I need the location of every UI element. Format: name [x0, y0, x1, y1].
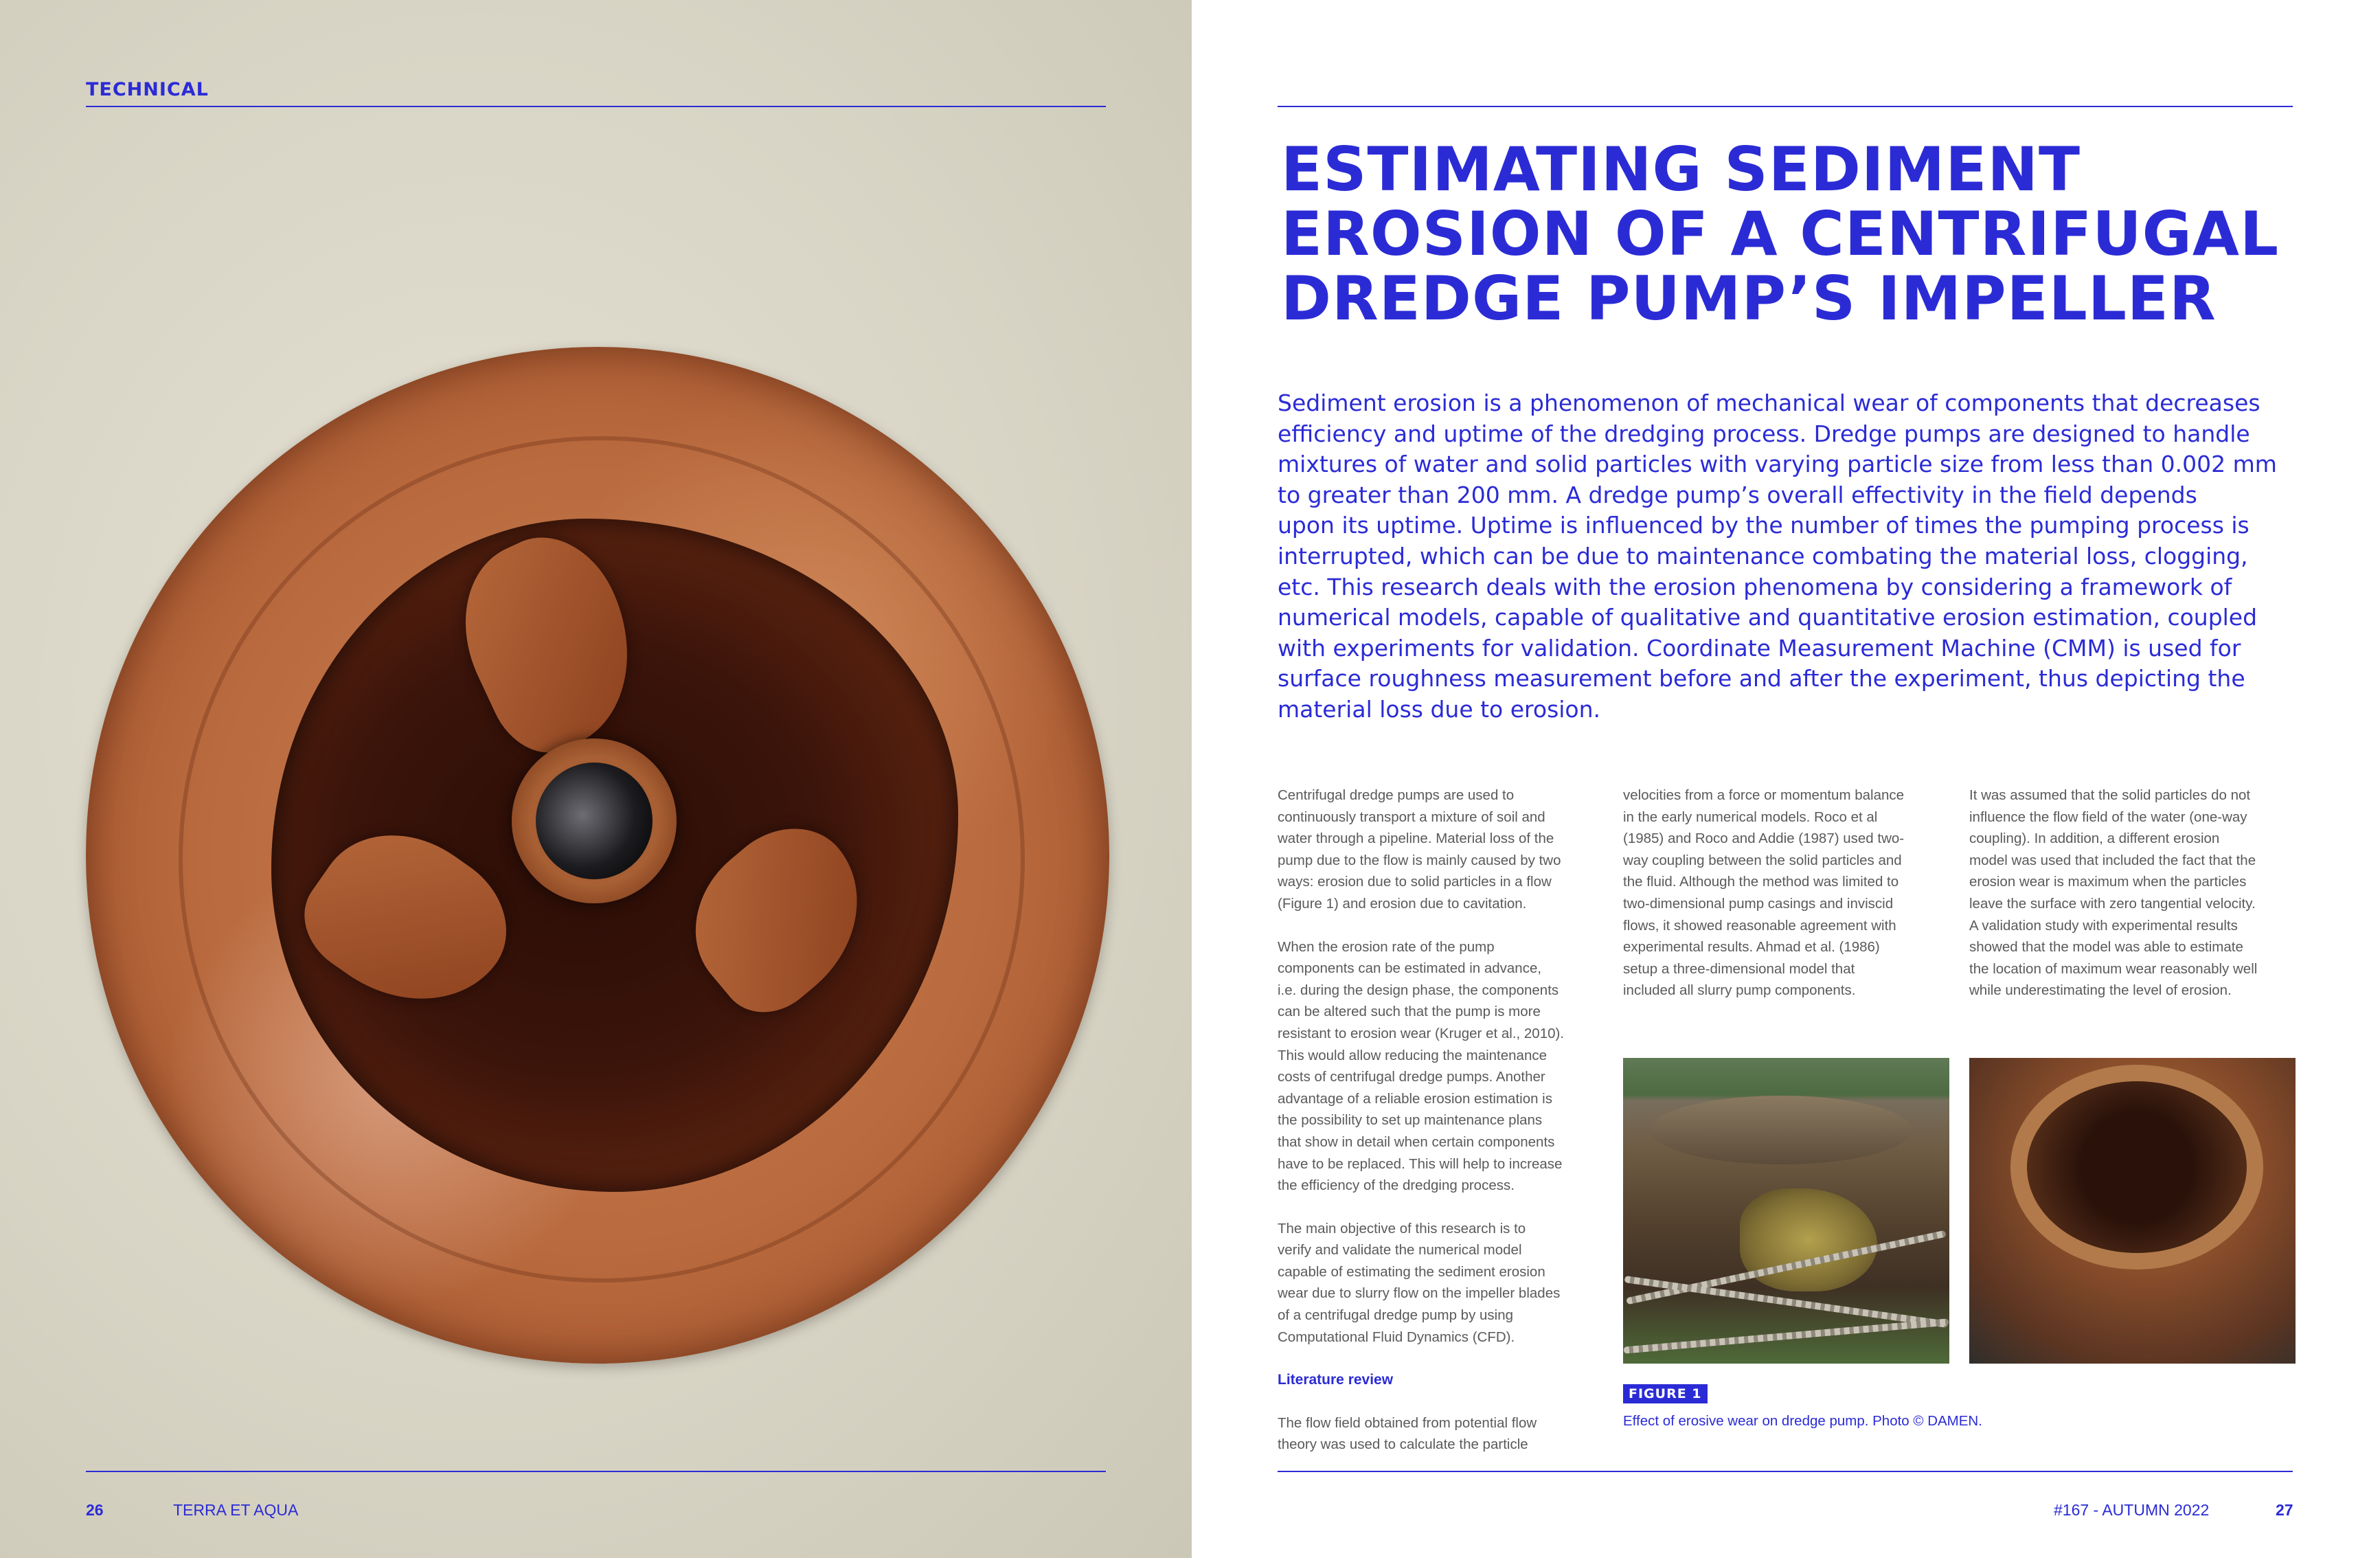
body-line: can be altered such that the pump is more [1278, 1004, 1541, 1020]
body-line: (1985) and Roco and Addie (1987) used two- [1623, 831, 1905, 847]
page-number-right: 27 [2276, 1501, 2293, 1519]
body-paragraph [1623, 784, 1912, 1002]
header-rule-left [86, 106, 1106, 107]
body-line: When the erosion rate of the pump [1278, 938, 1495, 955]
impeller-bore [536, 763, 653, 879]
body-line: the possibility to set up maintenance plans [1278, 1112, 1543, 1129]
body-line: capable of estimating the sediment erosion [1278, 1263, 1545, 1280]
body-line: experimental results. Ahmad et al. (1986) [1623, 939, 1880, 956]
issue-label: #167 - AUTUMN 2022 [2054, 1501, 2210, 1519]
intro-line: with experiments for validation. Coordinate Measurement Machine (CMM) is used for [1278, 634, 2241, 662]
figure-photo-worn-pump [1623, 1058, 1949, 1364]
body-line: while underestimating the level of erosion. [1969, 982, 2232, 999]
body-line: way coupling between the solid particles and [1623, 852, 1902, 868]
intro-line: efficiency and uptime of the dredging process. Dredge pumps are designed to handle [1278, 420, 2250, 447]
body-line: the fluid. Although the method was limited to [1623, 874, 1899, 890]
body-line: costs of centrifugal dredge pumps. Another [1278, 1069, 1545, 1085]
intro-line: numerical models, capable of qualitative and quantitative erosion estimation, coupled [1278, 604, 2258, 631]
body-line: in the early numerical models. Roco et al [1623, 809, 1878, 825]
body-line: resistant to erosion wear (Kruger et al., 2010). [1278, 1025, 1565, 1041]
section-label: TECHNICAL [86, 79, 209, 100]
body-line: Computational Fluid Dynamics (CFD). [1278, 1329, 1515, 1345]
body-paragraph [1278, 936, 1566, 1197]
figure-photo-worn-impeller [1969, 1058, 2296, 1364]
body-line: influence the flow field of the water (one-way [1969, 809, 2247, 825]
body-line: (Figure 1) and erosion due to cavitation. [1278, 895, 1527, 912]
section-subheading: Literature review [1278, 1372, 1394, 1388]
figure-caption: Effect of erosive wear on dredge pump. Photo © DAMEN. [1623, 1413, 1982, 1429]
body-line: ways: erosion due to solid particles in a flow [1278, 874, 1552, 890]
intro-line: surface roughness measurement before and after the experiment, thus depicting the [1278, 665, 2245, 692]
body-line: Centrifugal dredge pumps are used to [1278, 787, 1515, 803]
body-paragraph [1278, 1218, 1566, 1348]
body-line: the efficiency of the dredging process. [1278, 1177, 1515, 1194]
body-line: that show in detail when certain components [1278, 1133, 1555, 1150]
body-line: of a centrifugal dredge pump by using [1278, 1307, 1514, 1324]
intro-line: upon its uptime. Uptime is influenced by the number of times the pumping process is [1278, 512, 2249, 539]
body-line: A validation study with experimental results [1969, 917, 2238, 934]
title-line: ESTIMATING SEDIMENT [1281, 134, 2081, 205]
body-line: The main objective of this research is to [1278, 1220, 1526, 1237]
body-line: model was used that included the fact that the [1969, 852, 2256, 868]
body-line: coupling). In addition, a different erosion [1969, 831, 2220, 847]
footer-rule-left [86, 1471, 1106, 1472]
body-line: continuously transport a mixture of soil and [1278, 809, 1545, 825]
body-line: theory was used to calculate the particle [1278, 1436, 1528, 1453]
body-line: i.e. during the design phase, the components [1278, 982, 1559, 998]
article-title [1281, 134, 2311, 334]
body-line: leave the surface with zero tangential velocity. [1969, 895, 2256, 912]
body-line: water through a pipeline. Material loss of the [1278, 831, 1554, 847]
body-line: erosion wear is maximum when the particles [1969, 874, 2247, 890]
body-line: two-dimensional pump casings and inviscid [1623, 895, 1894, 912]
body-line: showed that the model was able to estimate [1969, 939, 2243, 956]
title-line: DREDGE PUMP’S IMPELLER [1281, 263, 2217, 334]
body-line: The flow field obtained from potential flow [1278, 1414, 1537, 1431]
magazine-name: TERRA ET AQUA [173, 1501, 299, 1519]
intro-paragraph [1278, 388, 2287, 725]
intro-line: etc. This research deals with the erosion phenomena by considering a framework of [1278, 573, 2232, 600]
steel-cable [1623, 1318, 1949, 1353]
pump-casing [1651, 1096, 1912, 1164]
body-line: components can be estimated in advance, [1278, 960, 1542, 977]
body-column-1 [1278, 784, 1566, 1477]
body-line: wear due to slurry flow on the impeller blades [1278, 1285, 1561, 1302]
body-line: advantage of a reliable erosion estimation is [1278, 1090, 1552, 1107]
body-line: flows, it showed reasonable agreement with [1623, 917, 1896, 934]
impeller-photo [86, 347, 1109, 1364]
body-line: the location of maximum wear reasonably well [1969, 960, 2258, 977]
figure-label: FIGURE 1 [1623, 1384, 1708, 1403]
intro-line: interrupted, which can be due to maintenance combating the material loss, clogging, [1278, 542, 2248, 569]
title-line: EROSION OF A CENTRIFUGAL [1281, 199, 2280, 269]
intro-line: to greater than 200 mm. A dredge pump’s overall effectivity in the field depends [1278, 481, 2197, 508]
body-paragraph [1278, 1412, 1566, 1456]
body-line: setup a three-dimensional model that [1623, 960, 1855, 977]
intro-line: material loss due to erosion. [1278, 695, 1601, 723]
body-line: included all slurry pump components. [1623, 982, 1856, 999]
body-line: This would allow reducing the maintenance [1278, 1047, 1548, 1063]
footer-rule-right [1278, 1471, 2293, 1472]
body-paragraph [1278, 784, 1566, 915]
body-line: velocities from a force or momentum balance [1623, 787, 1905, 803]
header-rule-right [1278, 106, 2293, 107]
body-column-2 [1623, 784, 1912, 1023]
intro-line: Sediment erosion is a phenomenon of mechanical wear of components that decreases [1278, 390, 2260, 416]
page-number-left: 26 [86, 1501, 104, 1519]
body-line: pump due to the flow is mainly caused by two [1278, 852, 1561, 868]
body-column-3 [1969, 784, 2292, 1023]
impeller-rim [2010, 1065, 2263, 1269]
body-paragraph [1969, 784, 2292, 1002]
intro-line: mixtures of water and solid particles with varying particle size from less than 0.002 mm [1278, 451, 2277, 478]
body-line: have to be replaced. This will help to increase [1278, 1155, 1563, 1172]
body-line: verify and validate the numerical model [1278, 1242, 1522, 1258]
body-line: It was assumed that the solid particles do not [1969, 787, 2251, 803]
